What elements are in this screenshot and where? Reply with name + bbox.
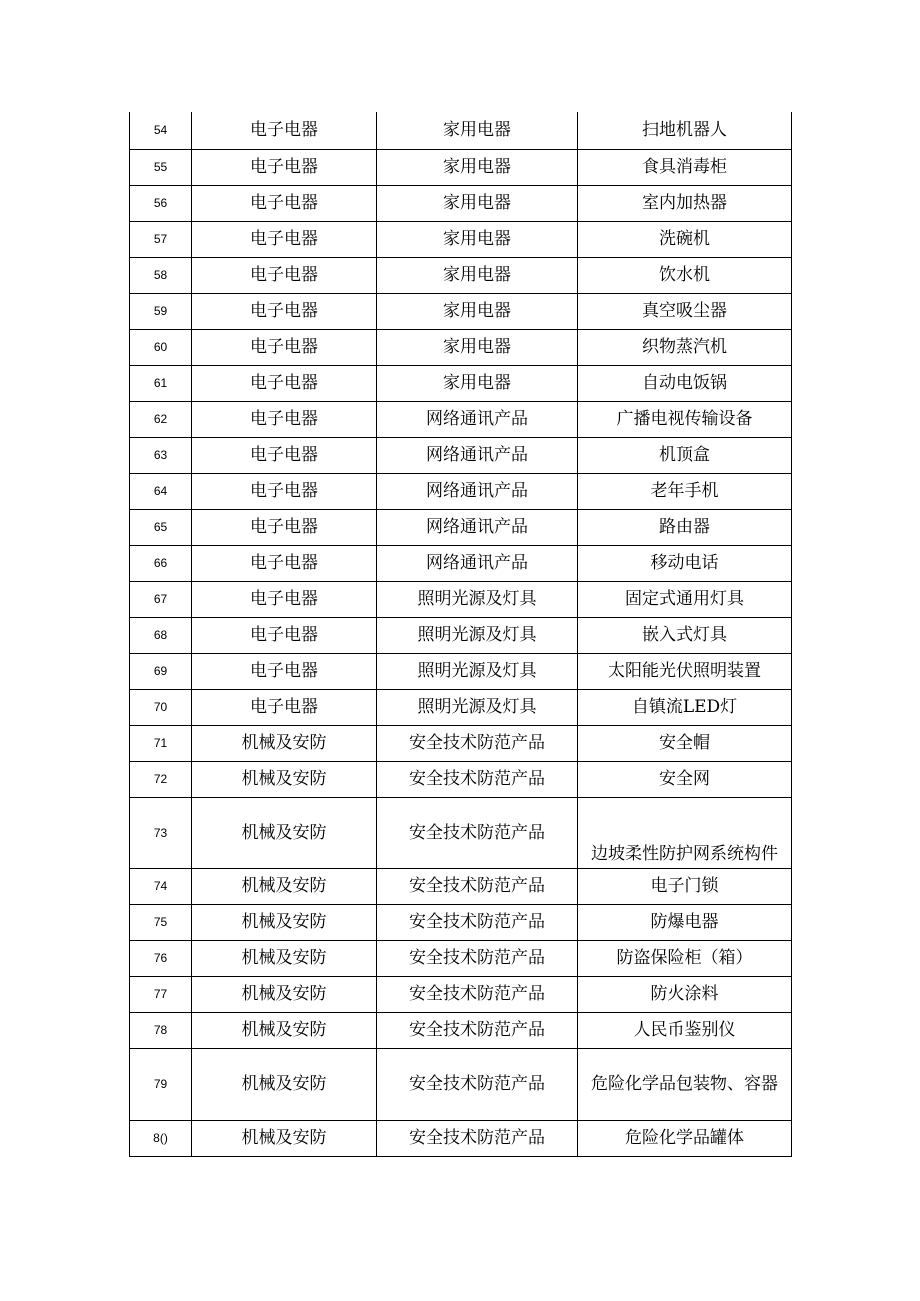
row-number-cell: 68 — [130, 617, 192, 653]
product-name-cell: 边坡柔性防护网系统构件 — [578, 797, 792, 868]
product-name-cell: 危险化学品罐体 — [578, 1120, 792, 1156]
product-name-cell: 固定式通用灯具 — [578, 581, 792, 617]
row-number-cell: 70 — [130, 689, 192, 725]
row-number-cell: 72 — [130, 761, 192, 797]
subcategory-cell: 安全技术防范产品 — [377, 976, 578, 1012]
row-number-cell: 78 — [130, 1012, 192, 1048]
table-row — [130, 437, 792, 473]
subcategory-cell: 照明光源及灯具 — [377, 689, 578, 725]
row-number-cell: 64 — [130, 473, 192, 509]
table-row — [130, 509, 792, 545]
row-number-cell: 57 — [130, 221, 192, 257]
category-cell: 电子电器 — [192, 473, 377, 509]
category-cell: 电子电器 — [192, 509, 377, 545]
product-name-cell: 嵌入式灯具 — [578, 617, 792, 653]
subcategory-cell: 网络通讯产品 — [377, 473, 578, 509]
category-cell: 电子电器 — [192, 401, 377, 437]
table-row — [130, 221, 792, 257]
table-row — [130, 149, 792, 185]
subcategory-cell: 家用电器 — [377, 112, 578, 149]
product-name-cell: 防盗保险柜（箱） — [578, 940, 792, 976]
category-cell: 机械及安防 — [192, 725, 377, 761]
product-name-cell: 危险化学品包装物、容器 — [578, 1048, 792, 1120]
subcategory-cell: 安全技术防范产品 — [377, 797, 578, 868]
row-number-cell: 62 — [130, 401, 192, 437]
subcategory-cell: 安全技术防范产品 — [377, 1048, 578, 1120]
row-number-cell: 61 — [130, 365, 192, 401]
table-row — [130, 581, 792, 617]
product-name-cell: 自镇流LED灯 — [578, 689, 792, 725]
product-name-cell: 移动电话 — [578, 545, 792, 581]
product-name-cell: 洗碗机 — [578, 221, 792, 257]
row-number-cell: 71 — [130, 725, 192, 761]
category-cell: 电子电器 — [192, 437, 377, 473]
product-name-cell: 老年手机 — [578, 473, 792, 509]
subcategory-cell: 家用电器 — [377, 221, 578, 257]
product-name-cell: 真空吸尘器 — [578, 293, 792, 329]
table-row — [130, 1048, 792, 1120]
row-number-cell: 59 — [130, 293, 192, 329]
row-number-cell: 77 — [130, 976, 192, 1012]
table-row — [130, 257, 792, 293]
category-cell: 电子电器 — [192, 545, 377, 581]
product-name-cell: 饮水机 — [578, 257, 792, 293]
product-name-cell: 安全帽 — [578, 725, 792, 761]
subcategory-cell: 家用电器 — [377, 293, 578, 329]
category-cell: 机械及安防 — [192, 940, 377, 976]
product-name-cell: 机顶盒 — [578, 437, 792, 473]
row-number-cell: 8() — [130, 1120, 192, 1156]
category-cell: 电子电器 — [192, 185, 377, 221]
row-number-cell: 69 — [130, 653, 192, 689]
subcategory-cell: 家用电器 — [377, 365, 578, 401]
category-cell: 电子电器 — [192, 149, 377, 185]
category-cell: 电子电器 — [192, 112, 377, 149]
category-cell: 电子电器 — [192, 293, 377, 329]
row-number-cell: 66 — [130, 545, 192, 581]
category-cell: 机械及安防 — [192, 1012, 377, 1048]
row-number-cell: 73 — [130, 797, 192, 868]
subcategory-cell: 安全技术防范产品 — [377, 1012, 578, 1048]
row-number-cell: 74 — [130, 868, 192, 904]
table-row — [130, 725, 792, 761]
subcategory-cell: 安全技术防范产品 — [377, 725, 578, 761]
table-row — [130, 689, 792, 725]
subcategory-cell: 照明光源及灯具 — [377, 617, 578, 653]
category-cell: 机械及安防 — [192, 976, 377, 1012]
category-cell: 电子电器 — [192, 329, 377, 365]
subcategory-cell: 网络通讯产品 — [377, 509, 578, 545]
table-row — [130, 653, 792, 689]
table-row — [130, 185, 792, 221]
subcategory-cell: 安全技术防范产品 — [377, 940, 578, 976]
category-cell: 机械及安防 — [192, 1120, 377, 1156]
row-number-cell: 76 — [130, 940, 192, 976]
table-row — [130, 1012, 792, 1048]
subcategory-cell: 家用电器 — [377, 257, 578, 293]
table-row — [130, 329, 792, 365]
category-cell: 电子电器 — [192, 221, 377, 257]
category-cell: 电子电器 — [192, 653, 377, 689]
subcategory-cell: 家用电器 — [377, 329, 578, 365]
product-name-cell: 安全网 — [578, 761, 792, 797]
row-number-cell: 55 — [130, 149, 192, 185]
category-cell: 机械及安防 — [192, 904, 377, 940]
product-name-cell: 防爆电器 — [578, 904, 792, 940]
product-name-cell: 广播电视传输设备 — [578, 401, 792, 437]
product-name-cell: 自动电饭锅 — [578, 365, 792, 401]
table-row — [130, 401, 792, 437]
subcategory-cell: 家用电器 — [377, 149, 578, 185]
table-row — [130, 904, 792, 940]
product-name-cell: 扫地机器人 — [578, 112, 792, 149]
subcategory-cell: 照明光源及灯具 — [377, 581, 578, 617]
row-number-cell: 54 — [130, 112, 192, 149]
table-row — [130, 293, 792, 329]
table-row — [130, 473, 792, 509]
subcategory-cell: 安全技术防范产品 — [377, 761, 578, 797]
category-cell: 电子电器 — [192, 689, 377, 725]
product-name-cell: 室内加热器 — [578, 185, 792, 221]
product-name-cell: 路由器 — [578, 509, 792, 545]
category-cell: 机械及安防 — [192, 797, 377, 868]
category-cell: 电子电器 — [192, 257, 377, 293]
product-name-cell: 人民币鉴别仪 — [578, 1012, 792, 1048]
row-number-cell: 56 — [130, 185, 192, 221]
table-row — [130, 365, 792, 401]
category-cell: 电子电器 — [192, 581, 377, 617]
subcategory-cell: 网络通讯产品 — [377, 401, 578, 437]
product-name-cell: 食具消毒柜 — [578, 149, 792, 185]
product-name-cell: 织物蒸汽机 — [578, 329, 792, 365]
product-name-cell: 电子门锁 — [578, 868, 792, 904]
table-row — [130, 617, 792, 653]
subcategory-cell: 家用电器 — [377, 185, 578, 221]
subcategory-cell: 安全技术防范产品 — [377, 868, 578, 904]
subcategory-cell: 安全技术防范产品 — [377, 1120, 578, 1156]
table-row — [130, 545, 792, 581]
table-row — [130, 868, 792, 904]
category-cell: 电子电器 — [192, 617, 377, 653]
subcategory-cell: 网络通讯产品 — [377, 545, 578, 581]
category-cell: 机械及安防 — [192, 761, 377, 797]
subcategory-cell: 网络通讯产品 — [377, 437, 578, 473]
table-row — [130, 976, 792, 1012]
row-number-cell: 58 — [130, 257, 192, 293]
row-number-cell: 60 — [130, 329, 192, 365]
table-row — [130, 940, 792, 976]
row-number-cell: 65 — [130, 509, 192, 545]
category-cell: 电子电器 — [192, 365, 377, 401]
table-row — [130, 797, 792, 868]
row-number-cell: 79 — [130, 1048, 192, 1120]
table-row — [130, 1120, 792, 1156]
table-row — [130, 761, 792, 797]
table-row — [130, 112, 792, 149]
product-name-cell: 防火涂料 — [578, 976, 792, 1012]
row-number-cell: 75 — [130, 904, 192, 940]
product-name-cell: 太阳能光伏照明装置 — [578, 653, 792, 689]
product-catalog-table — [129, 112, 792, 1157]
row-number-cell: 63 — [130, 437, 192, 473]
category-cell: 机械及安防 — [192, 1048, 377, 1120]
subcategory-cell: 照明光源及灯具 — [377, 653, 578, 689]
category-cell: 机械及安防 — [192, 868, 377, 904]
row-number-cell: 67 — [130, 581, 192, 617]
subcategory-cell: 安全技术防范产品 — [377, 904, 578, 940]
